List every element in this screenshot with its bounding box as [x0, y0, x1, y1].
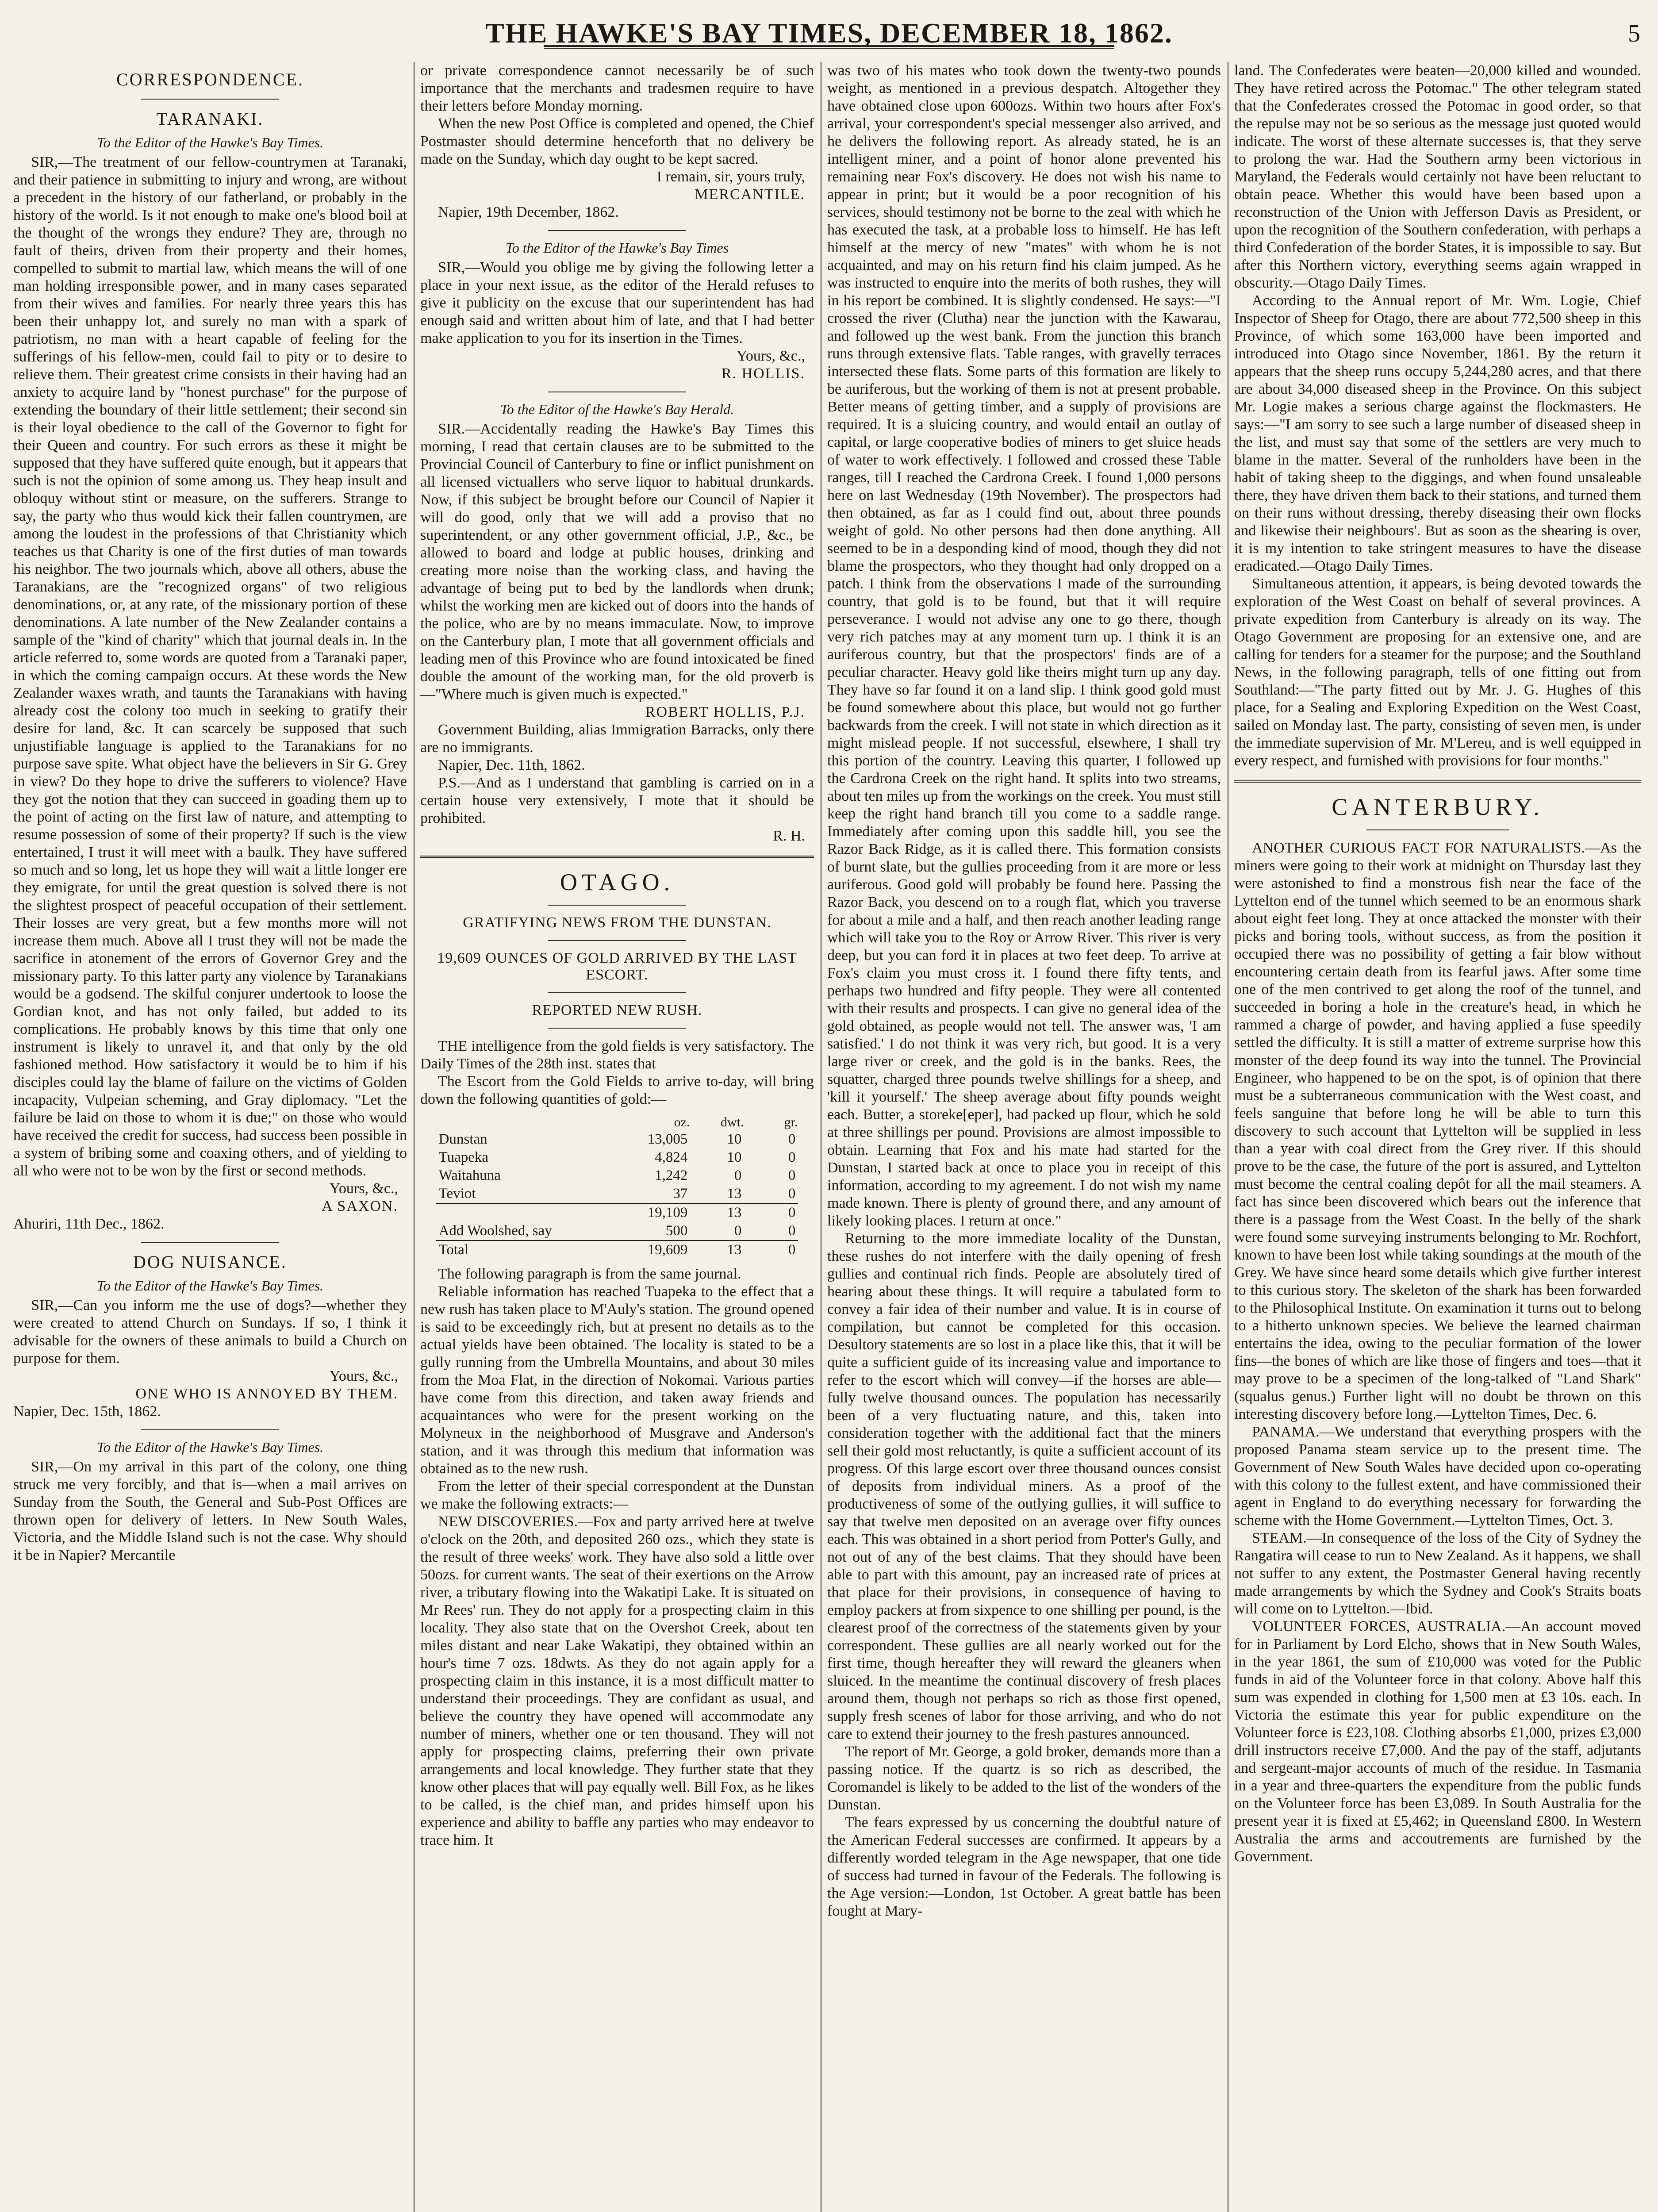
letter-body: SIR,—The treatment of our fellow-countrymen at Taranaki, and their patience in submitting to injury and wrong, are without a precedent in the history of our fatherland, or probably in the history of the world. Is it not enough to make one's blood boil at the thought of the wrongs they endure? They are, through no fault of theirs, driven from their property and their homes, compelled to submit to martial law, which means the will of one man holding irresponsible power, and in many cases separated from their wives and families. For nearly three years this has been their unhappy lot, and surely no man with a spark of patriotism, no man with a heart capable of feeling for the sufferings of his fellow-men, could fail to pity or to desire to relieve them. Their greatest crime consists in their having had an anxiety to acquire land by "honest purchase" for the purpose of extending the boundary of their little settlement; their second sin is their loyal obedience to the call of the Governor to fight for their Queen and country. For such errors as these it might be supposed that they have suffered quite enough, but it appears that such is not the opinion of some among us. They heap insult and obloquy without stint or measure, on the sufferers. Strange to say, the party who thus would kick their fallen countrymen, are among the loudest in the professions of that Christianity which teaches us that Charity is one of the first duties of man towards his neighbor. The two journals which, above all others, abuse the Taranakians, are the "recognized organs" of two religious denominations, or, at any rate, of the missionary portion of these denominations. A late number of the New Zealander contains a sample of the "kind of charity" which that journal deals in. In the article referred to, some words are quoted from a Taranaki paper, in which the coming campaign occurs. At these words the New Zealander waxes wrath, and taunts the Taranakians with having already cost the colony too much in seeking to gratify their desire for land, &c. It can scarcely be supposed that such unjustifiable language is applied to the Taranakians for no purpose save spite. What object have the believers in Sir G. Grey in view? Do they hope to drive the sufferers to violence? Have they got the notion that they can succeed in goading them up to the point of acting on the first law of nature, and attempting to resume possession of some of their property? If such is the view entertained, I trust it will meet with a baulk. They have suffered so much and so long, let us hope they will wait a little longer ere they emigrate, for until the great question is solved there is not the slightest prospect of peaceful occupation of their settlement. Their losses are very great, but a few months more will not increase them much. Above all I trust they will not be made the sacrifice in atonement of the errors of Governor Grey and the missionary party. To this latter party any violence by Taranakians would be a godsend. The skilful conjurer undertook to loose the Gordian knot, and has not only failed, but added to its complications. He probably knows by this time that only one instrument is likely to unravel it, and that only by the old fashioned method. How satisfactory it would be to him if his disciples could lay the blame of failure on the victims of Golden incapacity, Vulpeian scheming, and Gray diplomacy. "Let the failure be laid on those to whom it is due;" on those who would have received the credit for success, had success been possible in a system of bribing some and coaxing others, and of yielding to all who were not to be won by the first or second methods.	[13, 154, 407, 1179]
article-paragraph: The following paragraph is from the same journal.	[438, 1266, 741, 1282]
columns	[13, 62, 1646, 2212]
letter-body: When the new Post Office is completed and opened, the Chief Postmaster should determine henceforth that no delivery be made on the Sunday, which day ought to be kept sacred.	[420, 115, 814, 167]
letter-address: To the Editor of the Hawke's Bay Herald.	[500, 401, 734, 417]
divider	[141, 1429, 279, 1430]
page-number: 5	[1628, 20, 1640, 47]
masthead	[13, 13, 1645, 58]
section-divider	[1234, 780, 1641, 783]
ounces: 19,609	[636, 1240, 690, 1259]
column-3	[827, 62, 1221, 2212]
article-heading: DOG NUISANCE.	[133, 1252, 287, 1272]
total-row	[436, 1240, 798, 1259]
article-paragraph: The report of Mr. George, a gold broker, demands more than a passing notice. If the quartz is so rich as described, the Coromandel is likely to be added to the list of the wonders of the Dunstan.	[827, 1743, 1221, 1813]
letter-address: To the Editor of the Hawke's Bay Times.	[96, 134, 324, 150]
divider	[141, 1242, 279, 1243]
divider	[548, 1028, 686, 1029]
letter-dateline: Napier, Dec. 11th, 1862.	[438, 757, 585, 773]
divider	[548, 905, 686, 906]
section-heading: CANTERBURY.	[1332, 794, 1544, 820]
article-paragraph: Reliable information has reached Tuapeka to the effect that a new rush has taken place to M'Auly's station. The ground opened is said to be exceedingly rich, but at present no details as to the actual yields have been obtained. The locality is stated to be a gully running from the Umbrella Mountains, and about 30 miles from the Moa Flat, in the direction of Nokomai. Various parties have come from this direction, and taken away friends and acquaintances who were for the present working on the Molyneux in the neighborhood of Musgrave and Anderson's station, and it was through this medium that information was obtained as to the new rush.	[420, 1283, 814, 1477]
article-paragraph: VOLUNTEER FORCES, AUSTRALIA.—An account moved for in Parliament by Lord Elcho, shows that in New South Wales, in the year 1861, the sum of £10,000 was voted for the Public funds in aid of the Volunteer force in that colony. Above half this sum was expended in clothing for 1,500 men at £3 10s. each. In Victoria the estimate this year for public expenditure on the Volunteer force is £23,108. Clothing absorbs £1,000, prizes £3,000 drill instructors receive £7,000. And the pay of the staff, adjutants and sergeant-major accounts of much of the residue. In Tasmania in a year and three-quarters the expenditure from the public funds on the Volunteer force has been £3,089. In South Australia for the present year it is fixed at £5,462; in Queensland £800. In Western Australia the arms and accoutrements are furnished by the Government.	[1234, 1618, 1641, 1865]
grains: 0	[744, 1203, 798, 1222]
article-paragraph: ANOTHER CURIOUS FACT FOR NATURALISTS.—As the miners were going to their work at midnight on Thursday last they were astonished to find a monstrous fish near the face of the Lyttelton end of the tunnel which seemed to be an enormous shark about eight feet long. They at once attacked the monster with their picks and boring tools, without success, as from the position it occupied there was no possibility of getting a fair blow without encountering certain death from its fearful jaws. After some time one of the men contrived to get along the roof of the tunnel, and succeeded in boring a hole in the creature's head, in which he rammed a charge of powder, and having applied a fuse speedily settled the difficulty. It is still a matter of extreme surprise how this monster of the deep found its way into the tunnel. The Provincial Engineer, who happened to be on the spot, is of opinion that there must be a subterraneous communication with the West coast, and feels sanguine that before long he will be able to turn this discovery to such account that Lyttelton will be supplied in less than a year with coal direct from the Grey river. If this should prove to be the case, the future of the port is assured, and Lyttelton must become the central coaling depôt for all the mail steamers. A fact has since been discovered which bears out the inference that there is a passage from the West Coast. In the belly of the shark were found some surveying instruments belonging to Mr. Rochfort, known to have been lost while taking soundings at the mouth of the Grey. We have since heard some details which give further interest to this curious story. The skeleton of the shark has been forwarded to the Philosophical Institute. On examination it turns out to belong to a hitherto unknown species. We believe the learned chairman entertains the idea, owing to the peculiar formation of the lower fins—the bones of which are like those of fingers and toes—that it may prove to be a specimen of the long-talked of "Land Shark" (squalus genus.) Further light will no doubt be thrown on this interesting discovery before long.—Lyttelton Times, Dec. 6.	[1234, 840, 1641, 1422]
table-header-row	[436, 1114, 798, 1130]
letter-closing: Yours, &c.,	[736, 348, 805, 364]
article-paragraph: From the letter of their special correspondent at the Dunstan we make the following extracts:—	[420, 1478, 814, 1512]
letter-signature: MERCANTILE.	[695, 186, 805, 203]
letter-signature: ROBERT HOLLIS, P.J.	[645, 704, 805, 720]
grains: 0	[788, 1186, 796, 1202]
gold-field-name: Dunstan	[438, 1131, 487, 1147]
subtotal-row	[436, 1203, 798, 1222]
gold-field-name: Waitahuna	[438, 1167, 501, 1183]
unit-label: oz.	[674, 1115, 690, 1129]
pennyweights: 0	[734, 1167, 742, 1183]
column-2	[420, 62, 814, 2212]
letter-body: SIR,—Can you inform me the use of dogs?—whether they were created to attend Church on Sundays. If so, I think it advisable for the owners of these animals to build a Church on purpose for them.	[13, 1297, 407, 1367]
ounces: 37	[673, 1186, 688, 1202]
article-paragraph: STEAM.—In consequence of the loss of the City of Sydney the Rangatira will cease to run to New Zealand. As it happens, we shall not suffer to any extent, the Postmaster General having recently made arrangements by which the Sydney and Cook's Straits boats will come on to Lyttelton.—Ibid.	[1234, 1530, 1641, 1617]
masthead-title: THE HAWKE'S BAY TIMES, DECEMBER 18, 1862.	[485, 17, 1173, 49]
letter-body: SIR,—On my arrival in this part of the colony, one thing struck me very forcibly, and that is—when a mail arrives on Sunday from the South, the General and Sub-Post Offices are thrown open for delivery of letters. In New South Wales, Victoria, and the Middle Island such is not the case. Why should it be in Napier? Mercantile	[13, 1459, 407, 1563]
letter-closing: Yours, &c.,	[329, 1180, 398, 1197]
grains: 0	[788, 1131, 796, 1147]
article-paragraph: was two of his mates who took down the twenty-two pounds weight, as mentioned in a previous despatch. Altogether they have obtained close upon 600ozs. Within two hours after Fox's arrival, your correspondent's special messenger also arrived, and he delivers the following report. As already stated, he is an intelligent miner, and a point of honor alone prevented his remaining near Fox's discovery. He does not wish his name to appear in print; but it would be a poor recognition of his services, should testimony not be borne to the zeal with which he has executed the task, at a probable loss to himself. He has left himself at the mercy of new "mates" with whom he is not acquainted, and may on his return find his claim jumped. As he was instructed to enquire into the merits of both rushes, they will in his report be combined. It is slightly condensed. He says:—"I crossed the river (Clutha) near the junction with the Kawarau, and followed up the west bank. From the junction this branch runs through extensive flats. Table ranges, with gravelly terraces intersected these flats. Some parts of this formation are likely to be auriferous, but the working of them is not at present probable. Better means of getting timber, and a supply of provisions are required. It is a sluicing country, and would entail an outlay of capital, or large cooperative bodies of miners to get sluice heads of water to work effectively. I followed and crossed these Table ranges, till I reached the Cardrona Creek. I found 1,000 persons here on last Wednesday (19th November). The prospectors had then obtained, as far as I could find out, about three pounds weight of gold. No other persons had then done anything. All seemed to be in a desponding kind of mood, though they did not blame the prospectors, who they thought had only dropped on a patch. I think from the observations I made of the surrounding country, that gold is to be found, but that it will require perseverance. I would not advise any one to go there, though very rich patches may at any moment turn up. I think it is an auriferous country, but that the prospectors' finds are of a peculiar character. Heavy gold like theirs might turn up any day. They have so far found it on a land slip. I think good gold must be found somewhere about this place, but would not go further backwards from the creek. I will not state in which direction as it might mislead people. If not successful, elsewhere, I shall try this portion of the country. Leaving this quarter, I followed up the Cardrona Creek on the right hand. It splits into two streams, about ten miles up from the workings on the creek. You must still keep the right hand branch till you come to a saddle range. Immediately after coming upon this saddle hill, you see the Razor Back Ridge, as it is called there. This formation consists of burnt slate, but the gullies proceeding from it are more or less auriferous. Good gold will probably be found here. Passing the Razor Back, you descend on to a rough flat, which you traverse for about a mile and a half, and then reach another leading range which will take you to the Roy or Arrow River. This river is very deep, but you can ford it in places at two feet deep. To arrive at Fox's claim you must cross it. I found there fifty tents, and perhaps two hundred and fifty people. They were all contented with their results and prospects. I can give no general idea of the gold obtained, as people would not tell. The answer was, 'I am satisfied.' I do not think it was very rich, but good. It is a very large river or creek, and the gold is in the banks. Rees, the squatter, charged three pounds twelve shillings for a sheep, and 'kill it yourself.' The sheep average about fifty pounds weight each. Butter, a storeke[eper], had packed up flour, which he sold at three shillings per pound. Provisions are almost impossible to obtain. Learning that Fox and his mate had started for the Dunstan, I started back at once to place you in receipt of this information, according to my agreement. I do not wish my name made known. There is plenty of ground there, and any amount of likely looking places. I return at once."	[827, 62, 1221, 1229]
letter-signature: ONE WHO IS ANNOYED BY THEM.	[135, 1386, 398, 1402]
subheading: GRATIFYING NEWS FROM THE DUNSTAN.	[463, 914, 771, 931]
pennyweights: 13	[690, 1240, 744, 1259]
section-heading: OTAGO.	[560, 869, 675, 895]
gold-escort-table	[436, 1114, 798, 1259]
letter-address: To the Editor of the Hawke's Bay Times.	[96, 1439, 324, 1455]
divider	[548, 992, 686, 993]
table-row	[436, 1185, 798, 1203]
letter-dateline: Napier, 19th December, 1862.	[438, 204, 619, 220]
grains: 0	[788, 1223, 796, 1239]
letter-signature-note: Government Building, alias Immigration Barracks, only there are no immigrants.	[420, 722, 814, 756]
table-row	[436, 1222, 798, 1240]
article-heading: TARANAKI.	[156, 109, 264, 129]
section-heading: CORRESPONDENCE.	[116, 69, 304, 89]
postscript: P.S.—And as I understand that gambling is carried on in a certain house very extensively, I mote that it should be prohibited.	[420, 775, 814, 826]
gold-field-name: Teviot	[438, 1186, 476, 1202]
grains: 0	[788, 1149, 796, 1165]
unit-label: dwt.	[720, 1115, 744, 1129]
gold-field-name: Tuapeka	[438, 1149, 489, 1165]
unit-label: gr.	[784, 1115, 798, 1129]
article-paragraph: THE intelligence from the gold fields is very satisfactory. The Daily Times of the 28th inst. states that	[420, 1038, 814, 1072]
article-paragraph: The fears expressed by us concerning the doubtful nature of the American Federal successes are confirmed. It appears by a differently worded telegram in the Age newspaper, that one tide of success had turned in favour of the Federals. The following is the Age version:—London, 1st October. A great battle has been fought at Mary-	[827, 1814, 1221, 1919]
letter-body: SIR.—Accidentally reading the Hawke's Bay Times this morning, I read that certain clauses are to be submitted to the Provincial Council of Canterbury to fine or inflict punishment on all licensed victuallers who serve liquor to habitual drunkards. Now, if this subject be brought before our Council of Napier it will do good, only that we will add a proviso that no superintendent, or any other government official, J.P., &c., be allowed to board and lodge at public houses, drinking and creating more noise than the working class, and having the advantage of being put to bed by the landlords when drunk; whilst the working men are kicked out of doors into the hands of the police, who are by no means immaculate. Now, to improve on the Canterbury plan, I mote that all government officials and leading men of this Province who are found intoxicated be fined double the amount of the working man, for the old proverb is—"Where much is given much is expected."	[420, 421, 814, 703]
grains: 0	[788, 1167, 796, 1183]
table-row	[436, 1148, 798, 1167]
pennyweights: 0	[734, 1223, 742, 1239]
subheading: 19,609 OUNCES OF GOLD ARRIVED BY THE LAST ESCORT.	[437, 950, 797, 983]
article-paragraph: PANAMA.—We understand that everything prospers with the proposed Panama steam service up to the present time. The Government of New South Wales have decided upon co-operating with this colony to the fullest extent, and have commissioned their agent in England to do everything necessary for forwarding the scheme with the Home Government.—Lyttelton Times, Oct. 3.	[1234, 1424, 1641, 1528]
letter-initials: R. H.	[773, 828, 805, 844]
ounces: 19,109	[636, 1203, 690, 1222]
grains: 0	[744, 1240, 798, 1259]
letter-body: SIR,—Would you oblige me by giving the following letter a place in your next issue, as the editor of the Herald refuses to give it publicity on the excuse that our superintendent has had enough said and written about him of late, and that I had better make application to you for its insertion in the Times.	[420, 259, 814, 346]
subheading: REPORTED NEW RUSH.	[532, 1002, 702, 1018]
ounces: 1,242	[655, 1167, 688, 1183]
table-row	[436, 1167, 798, 1185]
letter-signature: R. HOLLIS.	[721, 365, 805, 382]
divider	[548, 940, 686, 941]
ounces: 4,824	[655, 1149, 688, 1165]
section-divider	[420, 856, 814, 858]
column-1	[13, 62, 407, 2212]
letter-address: To the Editor of the Hawke's Bay Times.	[96, 1278, 324, 1294]
ounces: 13,005	[647, 1131, 688, 1147]
column-4	[1234, 62, 1641, 2212]
divider	[548, 230, 686, 231]
pennyweights: 13	[727, 1186, 742, 1202]
masthead-rule	[544, 45, 1115, 49]
letter-address: To the Editor of the Hawke's Bay Times	[505, 240, 729, 256]
divider	[141, 99, 279, 100]
article-paragraph: NEW DISCOVERIES.—Fox and party arrived here at twelve o'clock on the 20th, and deposited 260 ozs., which they state is the result of three weeks' work. They have also sold a little over 50ozs. for current wants. The seat of their exertions on the Arrow river, a tributary flowing into the Wakatipi Lake. It is situated on Mr Rees' run. They do not apply for a prospecting claim in this locality. They also state that on the Overshot Creek, about ten miles distant and near Lake Wakatipi, they obtained within an hour's time 7 ozs. 18dwts. As they do not again apply for a prospecting claim in this instance, it is a most difficult matter to understand their proceedings. They are confidant as usual, and believe the country they have opened will accommodate any number of miners, whether one or ten thousand. They will not apply for prospecting claims, preferring their own private arrangements and local knowledge. They further state that they know other places that will pay equally well. Bill Fox, as he likes to be called, is the chief man, and prides himself upon his experience and ability to baffle any parties who may endeavor to trace him. It	[420, 1513, 814, 1848]
article-paragraph: Returning to the more immediate locality of the Dunstan, these rushes do not interfere with the daily opening of fresh gullies and continual rich finds. People are absolutely tired of hearing about these things. It will require a tabulated form to convey a fair idea of their number and value. It is in course of compilation, but cannot be completed for this occasion. Desultory statements are so lost in a place like this, that it will be quite a sufficient guide of its increasing value and importance to refer to the escort which will convey—if the horses are able—fully twelve thousand ounces. The population has necessarily been of a very fluctuating nature, and this, taken into consideration together with the additional fact that the miners sell their gold most reluctantly, is quite a sufficient account of its progress. Of this large escort over three thousand ounces consist of deposits from individual miners. As a proof of the productiveness of some of the outlying gullies, it will suffice to say that twelve men deposited on an average over fifty ounces each. This was obtained in a short period from Potter's Gully, and not out of any of the best claims. That they should have been able to part with this amount, pay an increased rate of prices at that place for their provisions, in consequence of having to employ packers at from sixpence to one shilling per pound, is the clearest proof of the correctness of the statements given by your correspondent. These gullies are all nearly worked out for the first time, though hereafter they will reward the gleaners when sluiced. In the meantime the continual discovery of fresh places around them, though not perhaps so rich as those first opened, supply fresh scenes of labor for those arriving, and who do not care to extend their journey to the fresh pastures announced.	[827, 1230, 1221, 1742]
letter-closing: I remain, sir, yours truly,	[656, 169, 805, 185]
letter-dateline: Napier, Dec. 15th, 1862.	[13, 1403, 161, 1420]
table-row	[436, 1130, 798, 1148]
letter-body-continued: or private correspondence cannot necessarily be of such importance that the merchants and tradesmen require to have their letters before Monday morning.	[420, 62, 814, 114]
letter-signature: A SAXON.	[322, 1198, 398, 1214]
letter-dateline: Ahuriri, 11th Dec., 1862.	[13, 1216, 165, 1232]
article-paragraph: The Escort from the Gold Fields to arrive to-day, will bring down the following quantities of gold:—	[420, 1073, 814, 1107]
article-paragraph: According to the Annual report of Mr. Wm. Logie, Chief Inspector of Sheep for Otago, there are about 772,500 sheep in this Province, of which some 163,000 have been imported and introduced into Otago since November, 1861. By the return it appears that the sheep runs occupy 5,244,280 acres, and that there are about 34,000 diseased sheep in the Province. On this subject Mr. Logie makes a serious charge against the flockmasters. He says:—"I am sorry to see such a large number of diseased sheep in the list, and must say that some of the settlers are very much to blame in the matter. Several of the runholders have been in the habit of taking sheep to the diggings, and when found unsaleable there, they have driven them back to their stations, and turned them on their runs without dressing, thereby diseasing their own flocks and likewise their neighbours'. But as soon as the shearing is over, it is my intention to take stringent measures to have the disease eradicated.—Otago Daily Times.	[1234, 292, 1641, 574]
letter-closing: Yours, &c.,	[329, 1368, 398, 1384]
total-label: Total	[436, 1240, 637, 1259]
pennyweights: 10	[727, 1131, 742, 1147]
pennyweights: 10	[727, 1149, 742, 1165]
article-paragraph: Simultaneous attention, it appears, is being devoted towards the exploration of the West Coast on behalf of several provinces. A private expedition from Canterbury is already on its way. The Otago Government are proposing for an extensive one, and are calling for tenders for a steamer for the purpose; and the Southland News, in the following paragraph, tells of one fitting out from Southland:—"The party fitted out by Mr. J. G. Hughes of this place, for a Sealing and Exploring Expedition on the West Coast, sailed on Monday last. The party, consisting of seven men, is under the immediate supervision of Mr. M'Lereu, and is well equipped in every respect, and furnished with provisions for four months."	[1234, 576, 1641, 769]
ounces: 500	[665, 1223, 688, 1239]
pennyweights: 13	[690, 1203, 744, 1222]
article-paragraph: land. The Confederates were beaten—20,000 killed and wounded. They have retired across the Potomac." The other telegram stated that the Confederates crossed the Potomac in good order, so that the repulse may not be so serious as the message just quoted would indicate. The worst of these alternate successes is, that they serve to prolong the war. Had the Southern army been victorious in Maryland, the Federals would certainly not have been reluctant to obtain peace. Whether this would have been based upon a reconstruction of the Union with Jefferson Davis as President, or upon the recognition of the Southern confederation, with perhaps a third Confederation of the border States, it is impossible to say. But after this Northern victory, everything seems again wrapped in obscurity.—Otago Daily Times.	[1234, 62, 1641, 291]
gold-field-name: Add Woolshed, say	[438, 1223, 552, 1239]
